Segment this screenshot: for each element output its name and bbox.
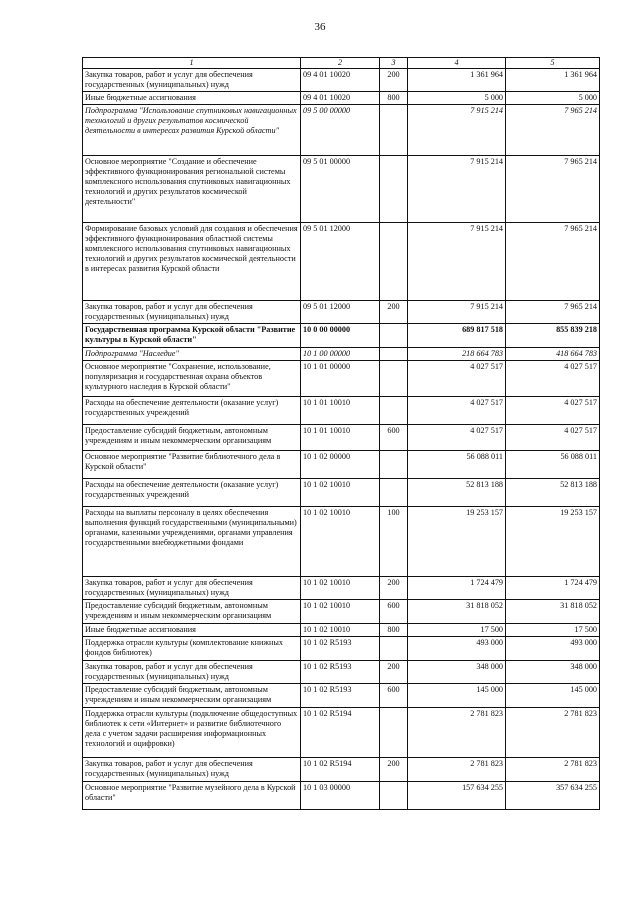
table-row [83, 637, 600, 661]
row-expense-type [380, 223, 408, 301]
row-sum-year-1: 4 027 517 [408, 361, 506, 397]
row-expense-type [380, 105, 408, 156]
budget-table [82, 57, 600, 810]
row-name: Формирование базовых условий для создания и обеспечения эффективного функционирования областной системы комплексного использования спутниковых навигационных технологий и других результатов космической деятельности в интересах развития Курской области [83, 223, 301, 301]
row-sum-year-1: 7 915 214 [408, 156, 506, 223]
row-sum-year-2: 4 027 517 [506, 425, 600, 451]
table-row [83, 507, 600, 577]
row-code: 10 1 02 R5193 [301, 637, 380, 661]
row-sum-year-1: 7 915 214 [408, 223, 506, 301]
row-code: 10 1 02 10010 [301, 507, 380, 577]
row-expense-type [380, 156, 408, 223]
row-name: Закупка товаров, работ и услуг для обеспечения государственных (муниципальных) нужд [83, 301, 301, 324]
row-expense-type: 600 [380, 684, 408, 708]
table-row [83, 624, 600, 637]
row-name: Основное мероприятие "Развитие библиотечного дела в Курской области" [83, 451, 301, 479]
row-name: Подпрограмма "Использование спутниковых навигационных технологий и других результатов космической деятельности в интересах развития Курской области" [83, 105, 301, 156]
table-row [83, 451, 600, 479]
row-name: Основное мероприятие "Создание и обеспечение эффективного функционирования региональной системы комплексного использования спутниковых навигационных технологий и других результатов космической деятельности" [83, 156, 301, 223]
row-sum-year-1: 19 253 157 [408, 507, 506, 577]
header-cell-4: 4 [408, 58, 506, 69]
row-code: 09 5 01 12000 [301, 223, 380, 301]
row-expense-type [380, 451, 408, 479]
row-sum-year-2: 4 027 517 [506, 361, 600, 397]
row-sum-year-2: 52 813 188 [506, 479, 600, 507]
row-sum-year-2: 493 000 [506, 637, 600, 661]
row-expense-type [380, 361, 408, 397]
page-number: 36 [314, 21, 326, 33]
row-code: 09 5 01 12000 [301, 301, 380, 324]
row-sum-year-2: 19 253 157 [506, 507, 600, 577]
table-header-row [83, 58, 600, 69]
row-name: Закупка товаров, работ и услуг для обеспечения государственных (муниципальных) нужд [83, 69, 301, 92]
row-code: 10 1 02 10010 [301, 577, 380, 600]
table-row [83, 708, 600, 758]
row-expense-type: 600 [380, 425, 408, 451]
row-sum-year-2: 1 361 964 [506, 69, 600, 92]
row-sum-year-2: 348 000 [506, 661, 600, 684]
table-row [83, 324, 600, 348]
row-expense-type [380, 782, 408, 810]
row-expense-type [380, 324, 408, 348]
row-sum-year-2: 7 965 214 [506, 105, 600, 156]
row-expense-type: 100 [380, 507, 408, 577]
row-name: Поддержка отрасли культуры (подключение общедоступных библиотек к сети «Интернет» и развитие библиотечного дела с учетом задачи расширения информационных технологий и оцифровки) [83, 708, 301, 758]
row-expense-type: 600 [380, 600, 408, 624]
table-row [83, 600, 600, 624]
table-row [83, 348, 600, 361]
row-code: 10 1 02 R5194 [301, 708, 380, 758]
row-name: Расходы на обеспечение деятельности (оказание услуг) государственных учреждений [83, 397, 301, 425]
header-cell-1: 1 [83, 58, 301, 69]
row-name: Предоставление субсидий бюджетным, автономным учреждениям и иным некоммерческим организациям [83, 600, 301, 624]
row-sum-year-2: 145 000 [506, 684, 600, 708]
row-sum-year-1: 52 813 188 [408, 479, 506, 507]
row-expense-type [380, 348, 408, 361]
row-code: 09 5 01 00000 [301, 156, 380, 223]
row-sum-year-1: 1 724 479 [408, 577, 506, 600]
row-expense-type [380, 708, 408, 758]
row-sum-year-2: 17 500 [506, 624, 600, 637]
row-sum-year-2: 7 965 214 [506, 301, 600, 324]
row-expense-type: 200 [380, 758, 408, 782]
table-row [83, 397, 600, 425]
row-sum-year-1: 31 818 052 [408, 600, 506, 624]
row-code: 10 1 02 10010 [301, 624, 380, 637]
row-sum-year-1: 2 781 823 [408, 758, 506, 782]
row-sum-year-1: 689 817 518 [408, 324, 506, 348]
row-name: Расходы на обеспечение деятельности (оказание услуг) государственных учреждений [83, 479, 301, 507]
row-name: Иные бюджетные ассигнования [83, 624, 301, 637]
row-sum-year-2: 7 965 214 [506, 156, 600, 223]
row-code: 10 1 02 10010 [301, 600, 380, 624]
row-sum-year-1: 218 664 783 [408, 348, 506, 361]
row-sum-year-2: 7 965 214 [506, 223, 600, 301]
row-sum-year-1: 348 000 [408, 661, 506, 684]
row-sum-year-1: 7 915 214 [408, 105, 506, 156]
row-code: 10 1 03 00000 [301, 782, 380, 810]
row-sum-year-1: 56 088 011 [408, 451, 506, 479]
row-expense-type: 200 [380, 301, 408, 324]
table-row [83, 661, 600, 684]
table-row [83, 105, 600, 156]
row-code: 10 1 00 00000 [301, 348, 380, 361]
row-sum-year-2: 31 818 052 [506, 600, 600, 624]
row-code: 10 1 02 R5193 [301, 684, 380, 708]
row-name: Закупка товаров, работ и услуг для обеспечения государственных (муниципальных) нужд [83, 577, 301, 600]
table-row [83, 156, 600, 223]
row-name: Иные бюджетные ассигнования [83, 92, 301, 105]
row-code: 09 4 01 10020 [301, 69, 380, 92]
row-code: 10 1 02 R5193 [301, 661, 380, 684]
table-row [83, 361, 600, 397]
row-name: Подпрограмма "Наследие" [83, 348, 301, 361]
table-row [83, 684, 600, 708]
table-row [83, 479, 600, 507]
row-code: 10 1 02 00000 [301, 451, 380, 479]
row-code: 09 4 01 10020 [301, 92, 380, 105]
row-sum-year-1: 4 027 517 [408, 425, 506, 451]
row-sum-year-1: 2 781 823 [408, 708, 506, 758]
row-name: Государственная программа Курской области "Развитие культуры в Курской области" [83, 324, 301, 348]
row-name: Предоставление субсидий бюджетным, автономным учреждениям и иным некоммерческим организациям [83, 684, 301, 708]
row-sum-year-2: 2 781 823 [506, 758, 600, 782]
row-sum-year-1: 4 027 517 [408, 397, 506, 425]
row-code: 10 1 01 10010 [301, 425, 380, 451]
row-code: 10 1 01 10010 [301, 397, 380, 425]
row-sum-year-2: 1 724 479 [506, 577, 600, 600]
row-sum-year-2: 357 634 255 [506, 782, 600, 810]
row-sum-year-2: 2 781 823 [506, 708, 600, 758]
table-row [83, 782, 600, 810]
header-cell-3: 3 [380, 58, 408, 69]
row-name: Закупка товаров, работ и услуг для обеспечения государственных (муниципальных) нужд [83, 661, 301, 684]
row-sum-year-1: 157 634 255 [408, 782, 506, 810]
row-expense-type [380, 479, 408, 507]
row-sum-year-2: 855 839 218 [506, 324, 600, 348]
row-code: 09 5 00 00000 [301, 105, 380, 156]
row-expense-type: 200 [380, 661, 408, 684]
row-sum-year-1: 17 500 [408, 624, 506, 637]
table-row [83, 758, 600, 782]
row-code: 10 0 00 00000 [301, 324, 380, 348]
table-row [83, 577, 600, 600]
row-code: 10 1 01 00000 [301, 361, 380, 397]
row-code: 10 1 02 R5194 [301, 758, 380, 782]
row-sum-year-1: 145 000 [408, 684, 506, 708]
row-name: Поддержка отрасли культуры (комплектование книжных фондов библиотек) [83, 637, 301, 661]
row-name: Расходы на выплаты персоналу в целях обеспечения выполнения функций государственными (муниципальными) органами, казенными учреждениями, органами управления государственными внебюджетными фондами [83, 507, 301, 577]
table-row [83, 425, 600, 451]
row-sum-year-1: 1 361 964 [408, 69, 506, 92]
row-sum-year-1: 493 000 [408, 637, 506, 661]
header-cell-2: 2 [301, 58, 380, 69]
header-cell-5: 5 [506, 58, 600, 69]
row-name: Основное мероприятие "Сохранение, использование, популяризация и государственная охрана объектов культурного наследия в Курской области" [83, 361, 301, 397]
row-expense-type [380, 637, 408, 661]
table-row [83, 69, 600, 92]
row-expense-type: 200 [380, 69, 408, 92]
row-name: Основное мероприятие "Развитие музейного дела в Курской области" [83, 782, 301, 810]
row-sum-year-2: 5 000 [506, 92, 600, 105]
row-sum-year-2: 4 027 517 [506, 397, 600, 425]
row-expense-type: 800 [380, 624, 408, 637]
row-expense-type: 200 [380, 577, 408, 600]
row-sum-year-1: 5 000 [408, 92, 506, 105]
row-sum-year-1: 7 915 214 [408, 301, 506, 324]
row-sum-year-2: 56 088 011 [506, 451, 600, 479]
table-row [83, 223, 600, 301]
row-sum-year-2: 418 664 783 [506, 348, 600, 361]
row-name: Предоставление субсидий бюджетным, автономным учреждениям и иным некоммерческим организациям [83, 425, 301, 451]
row-expense-type: 800 [380, 92, 408, 105]
table-row [83, 92, 600, 105]
table-row [83, 301, 600, 324]
row-code: 10 1 02 10010 [301, 479, 380, 507]
row-name: Закупка товаров, работ и услуг для обеспечения государственных (муниципальных) нужд [83, 758, 301, 782]
row-expense-type [380, 397, 408, 425]
